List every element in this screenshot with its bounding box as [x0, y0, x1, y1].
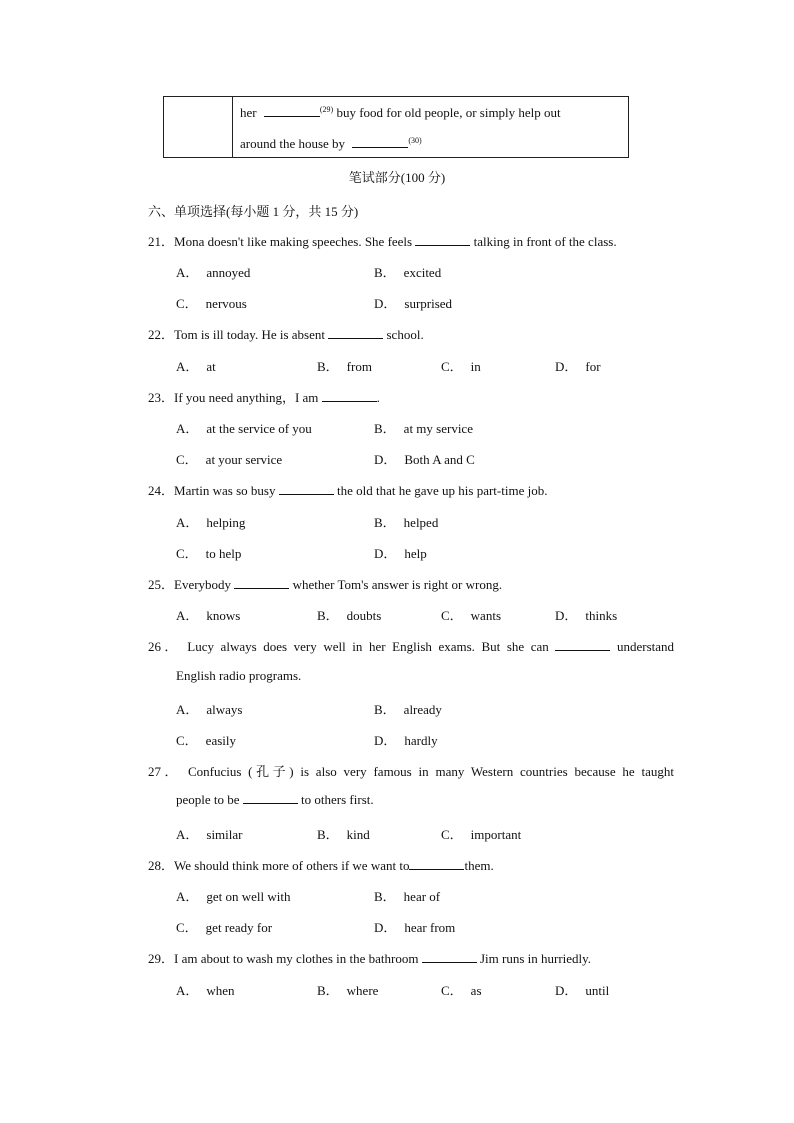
- question-text-end: them.: [464, 858, 494, 873]
- option-text: get ready for: [205, 920, 273, 935]
- blank-number-29: (29): [319, 105, 334, 114]
- question-text-start: Everybody: [174, 577, 232, 592]
- option-letter: D．: [555, 359, 578, 374]
- question-27-continuation: [176, 792, 374, 808]
- question-text-end: .: [376, 390, 380, 405]
- option-a[interactable]: [176, 886, 291, 905]
- option-d[interactable]: [374, 917, 455, 936]
- section-heading: 六、单项选择(每小题 1 分，共 15 分): [148, 204, 359, 219]
- option-b[interactable]: [374, 262, 441, 281]
- reading-table-fragment: [163, 96, 629, 158]
- option-text: surprised: [404, 296, 453, 311]
- answer-blank[interactable]: [328, 327, 383, 339]
- option-text: kind: [346, 827, 370, 842]
- question-21: [148, 231, 617, 250]
- option-text: as: [470, 983, 482, 998]
- question-number: 27．: [148, 764, 182, 779]
- option-a[interactable]: [176, 699, 243, 718]
- option-letter: A．: [176, 889, 199, 904]
- option-c[interactable]: [176, 917, 272, 936]
- question-text-start: If you need anything，I am: [174, 390, 319, 405]
- continuation-start: people to be: [176, 792, 240, 807]
- option-b[interactable]: [374, 886, 440, 905]
- question-number: 26．: [148, 639, 181, 654]
- blank-number-30: (30): [408, 136, 422, 145]
- question-29: [148, 948, 591, 967]
- answer-blank[interactable]: [422, 951, 477, 963]
- question-text-end: whether Tom's answer is right or wrong.: [292, 577, 503, 592]
- option-text: hear from: [404, 920, 456, 935]
- option-letter: B．: [317, 983, 339, 998]
- question-number: 21．: [148, 234, 175, 249]
- table-line-1: [240, 105, 561, 121]
- option-letter: C．: [176, 546, 198, 561]
- question-22: [148, 324, 424, 343]
- question-25: [148, 574, 502, 593]
- option-letter: D．: [555, 608, 578, 623]
- question-number: 24．: [148, 483, 175, 498]
- answer-blank[interactable]: [243, 792, 298, 804]
- option-letter: A．: [176, 421, 199, 436]
- option-text: where: [346, 983, 379, 998]
- option-letter: A．: [176, 265, 199, 280]
- question-26: [148, 636, 674, 655]
- table-line-1-start: her: [240, 105, 257, 120]
- question-23: [148, 387, 380, 406]
- answer-blank-30[interactable]: [352, 136, 408, 148]
- option-text: doubts: [346, 608, 382, 623]
- option-c[interactable]: [176, 543, 241, 562]
- option-letter: C．: [441, 983, 463, 998]
- option-text: at: [206, 359, 216, 374]
- question-number: 29．: [148, 951, 175, 966]
- option-letter: D．: [374, 546, 397, 561]
- option-letter: C．: [441, 827, 463, 842]
- option-letter: B．: [317, 359, 339, 374]
- question-text-end: the old that he gave up his part-time job.: [336, 483, 548, 498]
- answer-blank-29[interactable]: [264, 105, 320, 117]
- option-d[interactable]: [555, 356, 601, 375]
- option-c[interactable]: [176, 730, 236, 749]
- option-text: helping: [206, 515, 246, 530]
- option-text: get on well with: [206, 889, 291, 904]
- option-letter: A．: [176, 359, 199, 374]
- option-c[interactable]: [176, 293, 247, 312]
- option-text: until: [585, 983, 610, 998]
- option-b[interactable]: [374, 699, 442, 718]
- question-number: 23．: [148, 390, 175, 405]
- question-number: 25．: [148, 577, 175, 592]
- option-letter: B．: [317, 608, 339, 623]
- question-28: [148, 855, 494, 874]
- option-letter: A．: [176, 702, 199, 717]
- option-letter: C．: [176, 733, 198, 748]
- question-text-start: Mona doesn't like making speeches. She feels: [174, 234, 413, 249]
- option-text: to help: [205, 546, 242, 561]
- option-letter: D．: [555, 983, 578, 998]
- question-text: Confucius (孔子) is also very famous in many Western countries because he taught: [187, 764, 674, 779]
- question-number: 22．: [148, 327, 175, 342]
- option-letter: B．: [374, 702, 396, 717]
- option-letter: B．: [374, 889, 396, 904]
- option-letter: C．: [441, 359, 463, 374]
- option-text: at my service: [403, 421, 473, 436]
- option-text: when: [206, 983, 235, 998]
- option-text: at the service of you: [206, 421, 312, 436]
- continuation-end: to others first.: [301, 792, 374, 807]
- option-letter: C．: [176, 920, 198, 935]
- option-text: from: [346, 359, 372, 374]
- option-a[interactable]: [176, 605, 240, 624]
- question-text-start: Martin was so busy: [174, 483, 276, 498]
- option-text: help: [404, 546, 427, 561]
- table-line-2-start: around the house by: [240, 136, 346, 151]
- option-text: easily: [205, 733, 236, 748]
- option-letter: A．: [176, 983, 199, 998]
- answer-blank[interactable]: [555, 639, 610, 651]
- answer-blank[interactable]: [234, 577, 289, 589]
- question-27: [148, 761, 674, 780]
- option-text: annoyed: [206, 265, 251, 280]
- option-letter: C．: [176, 296, 198, 311]
- option-letter: B．: [374, 265, 396, 280]
- option-b[interactable]: [317, 980, 378, 999]
- question-text-end: understand: [617, 639, 675, 654]
- question-text-end: school.: [386, 327, 424, 342]
- option-c[interactable]: [176, 449, 282, 468]
- option-text: at your service: [205, 452, 283, 467]
- option-d[interactable]: [374, 730, 438, 749]
- option-text: hardly: [404, 733, 438, 748]
- option-text: Both A and C: [404, 452, 475, 467]
- option-a[interactable]: [176, 512, 245, 531]
- option-d[interactable]: [555, 980, 609, 999]
- option-letter: B．: [374, 421, 396, 436]
- written-part-title: 笔试部分(100 分): [348, 170, 446, 185]
- question-text-start: We should think more of others if we want to: [174, 858, 410, 873]
- option-d[interactable]: [555, 605, 617, 624]
- option-a[interactable]: [176, 980, 235, 999]
- option-b[interactable]: [374, 418, 473, 437]
- option-letter: A．: [176, 608, 199, 623]
- option-c[interactable]: [441, 605, 501, 624]
- option-text: helped: [403, 515, 439, 530]
- option-letter: B．: [374, 515, 396, 530]
- option-b[interactable]: [374, 512, 438, 531]
- option-a[interactable]: [176, 824, 243, 843]
- option-letter: D．: [374, 452, 397, 467]
- question-24: [148, 480, 547, 499]
- option-b[interactable]: [317, 824, 370, 843]
- option-letter: D．: [374, 296, 397, 311]
- question-26-continuation: English radio programs.: [176, 668, 302, 683]
- option-letter: A．: [176, 827, 199, 842]
- option-text: excited: [403, 265, 442, 280]
- option-text: hear of: [403, 889, 441, 904]
- option-letter: C．: [176, 452, 198, 467]
- option-c[interactable]: [441, 824, 521, 843]
- option-text: in: [470, 359, 481, 374]
- option-b[interactable]: [317, 605, 381, 624]
- option-a[interactable]: [176, 262, 250, 281]
- option-a[interactable]: [176, 418, 312, 437]
- option-d[interactable]: [374, 543, 427, 562]
- answer-blank[interactable]: [322, 390, 377, 402]
- option-letter: B．: [317, 827, 339, 842]
- question-text-start: I am about to wash my clothes in the bathroom: [174, 951, 419, 966]
- option-text: nervous: [205, 296, 247, 311]
- option-letter: A．: [176, 515, 199, 530]
- table-line-1-end: buy food for old people, or simply help out: [336, 105, 561, 120]
- option-d[interactable]: [374, 293, 452, 312]
- option-a[interactable]: [176, 356, 216, 375]
- option-text: knows: [206, 608, 241, 623]
- option-d[interactable]: [374, 449, 475, 468]
- option-text: always: [206, 702, 243, 717]
- option-text: for: [585, 359, 601, 374]
- option-text: wants: [470, 608, 502, 623]
- option-letter: D．: [374, 733, 397, 748]
- option-text: important: [470, 827, 522, 842]
- answer-blank[interactable]: [409, 858, 464, 870]
- question-text-end: talking in front of the class.: [473, 234, 617, 249]
- option-c[interactable]: [441, 980, 482, 999]
- question-number: 28．: [148, 858, 175, 873]
- table-column-divider: [232, 97, 233, 157]
- option-text: thinks: [585, 608, 618, 623]
- question-text-end: Jim runs in hurriedly.: [479, 951, 592, 966]
- answer-blank[interactable]: [415, 234, 470, 246]
- option-b[interactable]: [317, 356, 372, 375]
- table-line-2: [240, 136, 422, 152]
- option-letter: D．: [374, 920, 397, 935]
- option-c[interactable]: [441, 356, 481, 375]
- question-text-start: Tom is ill today. He is absent: [174, 327, 325, 342]
- answer-blank[interactable]: [279, 483, 334, 495]
- option-text: already: [403, 702, 442, 717]
- option-text: similar: [206, 827, 243, 842]
- question-text-start: Lucy always does very well in her English exams. But she can: [187, 639, 549, 654]
- option-letter: C．: [441, 608, 463, 623]
